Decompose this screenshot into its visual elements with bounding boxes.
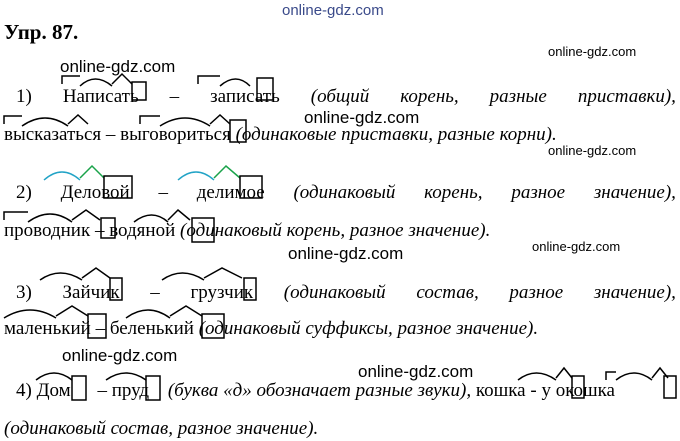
watermark: online-gdz.com: [304, 108, 420, 127]
suffix-mark: [210, 115, 230, 124]
watermark-top: online-gdz.com: [282, 2, 384, 19]
item-2-word-3: проводник: [4, 220, 91, 241]
root-arc: [36, 373, 72, 380]
prefix-mark: [4, 212, 28, 220]
prefix-mark: [62, 76, 80, 84]
watermark: online-gdz.com: [60, 57, 176, 76]
item-3-word-2: грузчик: [190, 282, 254, 303]
root-arc: [44, 172, 80, 180]
item-2-comment-2: (одинаковый корень, разное значение).: [180, 220, 491, 241]
item-4-word-1: Дом: [36, 380, 71, 401]
item-3-word-4: беленький: [109, 318, 194, 339]
suffix-mark: [170, 306, 202, 316]
root-arc: [40, 273, 82, 280]
item-4-word-2: – пруд: [97, 380, 150, 401]
item-1-word-3: высказаться: [4, 124, 102, 145]
item-3-line-1: [4, 282, 676, 304]
item-2-line-1: [4, 182, 676, 204]
item-4-mid: - у: [530, 380, 551, 401]
item-3-comment-2: (одинаковый суффиксы, разное значение).: [198, 318, 539, 339]
root-arc: [126, 310, 170, 318]
comment-word: значение),: [593, 282, 676, 303]
item-2-word-1: Деловой: [60, 182, 130, 203]
item-4-number: 4): [16, 380, 32, 401]
watermark: online-gdz.com: [62, 346, 178, 365]
dash: –: [105, 124, 116, 145]
root-arc: [80, 79, 112, 86]
watermark: online-gdz.com: [532, 239, 621, 254]
item-3-line-2: [4, 318, 676, 340]
watermark: online-gdz.com: [358, 362, 474, 381]
item-1-word-2: записать: [210, 86, 280, 107]
root-arc: [178, 172, 214, 180]
suffix-mark: [652, 368, 668, 378]
root-arc: [616, 373, 652, 380]
prefix-mark: [4, 116, 22, 124]
comment-word: корень,: [400, 86, 459, 107]
suffix-mark: [68, 115, 88, 124]
dash: –: [95, 318, 106, 339]
comment-word: корень,: [424, 182, 483, 203]
root-arc: [518, 373, 556, 380]
item-4-word-4: окошка: [555, 380, 615, 401]
item-4-word-3: кошка: [475, 380, 526, 401]
watermark: online-gdz.com: [548, 143, 637, 158]
item-3-word-1: Зайчик: [62, 282, 120, 303]
comment-word: приставки),: [577, 86, 676, 107]
suffix-mark: [168, 210, 190, 220]
exercise-title: Упр. 87.: [4, 20, 79, 44]
item-1-comment-2: (одинаковые приставки, разные корни).: [235, 124, 557, 145]
prefix-mark: [198, 76, 220, 84]
dash: –: [150, 282, 160, 303]
item-4-line-2: [4, 418, 676, 440]
item-1-word-4: выговориться: [120, 124, 231, 145]
prefix-mark: [606, 372, 616, 380]
comment-word: (одинаковый: [283, 282, 386, 303]
comment-word: разное: [511, 182, 566, 203]
root-arc: [220, 79, 250, 86]
dash: –: [94, 220, 105, 241]
comment-word: (общий: [310, 86, 370, 107]
suffix-mark: [80, 166, 104, 178]
comment-word: разное: [509, 282, 564, 303]
dash: –: [169, 86, 180, 107]
item-2-word-4: водяной: [109, 220, 176, 241]
item-4-comment-2: (одинаковый состав, разное значение).: [4, 418, 319, 439]
item-4-comment-1: (буква «д» обозначает разные звуки),: [167, 380, 472, 401]
item-1-word-1: Написать: [62, 86, 139, 107]
suffix-mark: [204, 268, 242, 278]
suffix-mark: [56, 306, 88, 316]
suffix-mark: [82, 268, 110, 278]
item-1-number: 1): [16, 86, 32, 107]
comment-word: состав,: [416, 282, 479, 303]
root-arc: [162, 273, 204, 280]
item-3-word-3: маленький: [4, 318, 91, 339]
watermark: online-gdz.com: [288, 244, 404, 263]
item-2-word-2: делимое: [196, 182, 265, 203]
suffix-mark: [214, 166, 240, 178]
comment-word: разные: [489, 86, 547, 107]
prefix-mark: [140, 116, 160, 124]
comment-word: значение),: [593, 182, 676, 203]
root-arc: [4, 310, 56, 318]
item-4-line-1: [4, 380, 676, 402]
watermark: online-gdz.com: [548, 44, 637, 59]
dash: –: [158, 182, 168, 203]
suffix-mark: [556, 368, 572, 378]
item-3-number: 3): [16, 282, 32, 303]
suffix-mark: [72, 210, 100, 220]
item-1-line-1: [4, 86, 676, 108]
root-arc: [106, 373, 146, 380]
item-2-number: 2): [16, 182, 32, 203]
comment-word: (одинаковый: [293, 182, 396, 203]
